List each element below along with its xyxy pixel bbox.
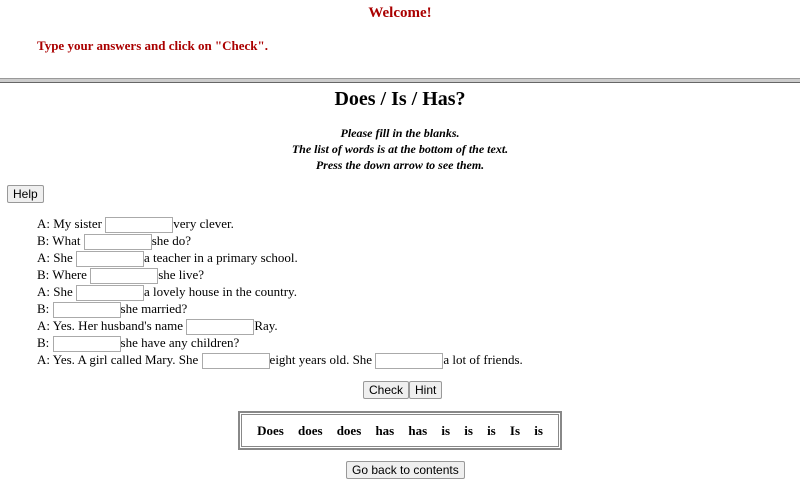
answer-input[interactable] [53, 336, 121, 352]
word-item: is [534, 422, 543, 438]
line-text: eight years old. She [269, 352, 376, 367]
line-text: she married? [120, 301, 188, 316]
check-button[interactable]: Check [363, 381, 409, 399]
divider [0, 78, 800, 83]
line-text: she have any children? [120, 335, 240, 350]
line-text: she live? [158, 267, 205, 282]
line-text: B: [37, 335, 53, 350]
subtitle-line: Please fill in the blanks. [340, 126, 460, 140]
welcome-heading: Welcome! [368, 5, 432, 21]
line-text: B: [37, 301, 53, 316]
answer-input[interactable] [202, 353, 270, 369]
line-text: A: She [37, 250, 76, 265]
line-text: A: She [37, 284, 76, 299]
word-item: is [464, 422, 473, 438]
dialogue-line [37, 249, 523, 266]
word-item: Does [257, 422, 284, 438]
line-text: she do? [151, 233, 192, 248]
back-to-contents-button[interactable]: Go back to contents [346, 461, 465, 479]
answer-input[interactable] [76, 251, 144, 267]
dialogue-line [37, 215, 523, 232]
line-text: B: What [37, 233, 84, 248]
answer-input[interactable] [90, 268, 158, 284]
line-text: B: Where [37, 267, 91, 282]
answer-input[interactable] [375, 353, 443, 369]
word-item: is [487, 422, 496, 438]
word-item: does [297, 422, 323, 438]
dialogue-line [37, 334, 523, 351]
answer-input[interactable] [53, 302, 121, 318]
word-item: does [336, 422, 362, 438]
exercise-text [37, 215, 523, 368]
line-text: a lot of friends. [443, 352, 523, 367]
hint-button[interactable]: Hint [409, 381, 442, 399]
line-text: A: Yes. A girl called Mary. She [37, 352, 202, 367]
dialogue-line [37, 232, 523, 249]
line-text: A: My sister [37, 216, 106, 231]
subtitle-line: Press the down arrow to see them. [315, 158, 485, 172]
line-text: A: Yes. Her husband's name [37, 318, 187, 333]
answer-input[interactable] [84, 234, 152, 250]
dialogue-line [37, 283, 523, 300]
word-list [238, 411, 562, 450]
line-text: a teacher in a primary school. [144, 250, 298, 265]
answer-input[interactable] [186, 319, 254, 335]
line-text: very clever. [173, 216, 234, 231]
line-text: a lovely house in the country. [144, 284, 297, 299]
dialogue-line [37, 351, 523, 368]
instruction-text: Type your answers and click on "Check". [37, 38, 269, 53]
word-item: Is [509, 422, 521, 438]
word-item: is [441, 422, 451, 438]
answer-input[interactable] [76, 285, 144, 301]
dialogue-line [37, 317, 523, 334]
dialogue-line [37, 266, 523, 283]
help-button[interactable]: Help [7, 185, 44, 203]
answer-input[interactable] [105, 217, 173, 233]
word-item: has [375, 422, 395, 438]
subtitle-line: The list of words is at the bottom of the text. [291, 142, 509, 156]
dialogue-line [37, 300, 523, 317]
word-item: has [408, 422, 428, 438]
page-title: Does / Is / Has? [334, 88, 466, 110]
line-text: Ray. [254, 318, 278, 333]
